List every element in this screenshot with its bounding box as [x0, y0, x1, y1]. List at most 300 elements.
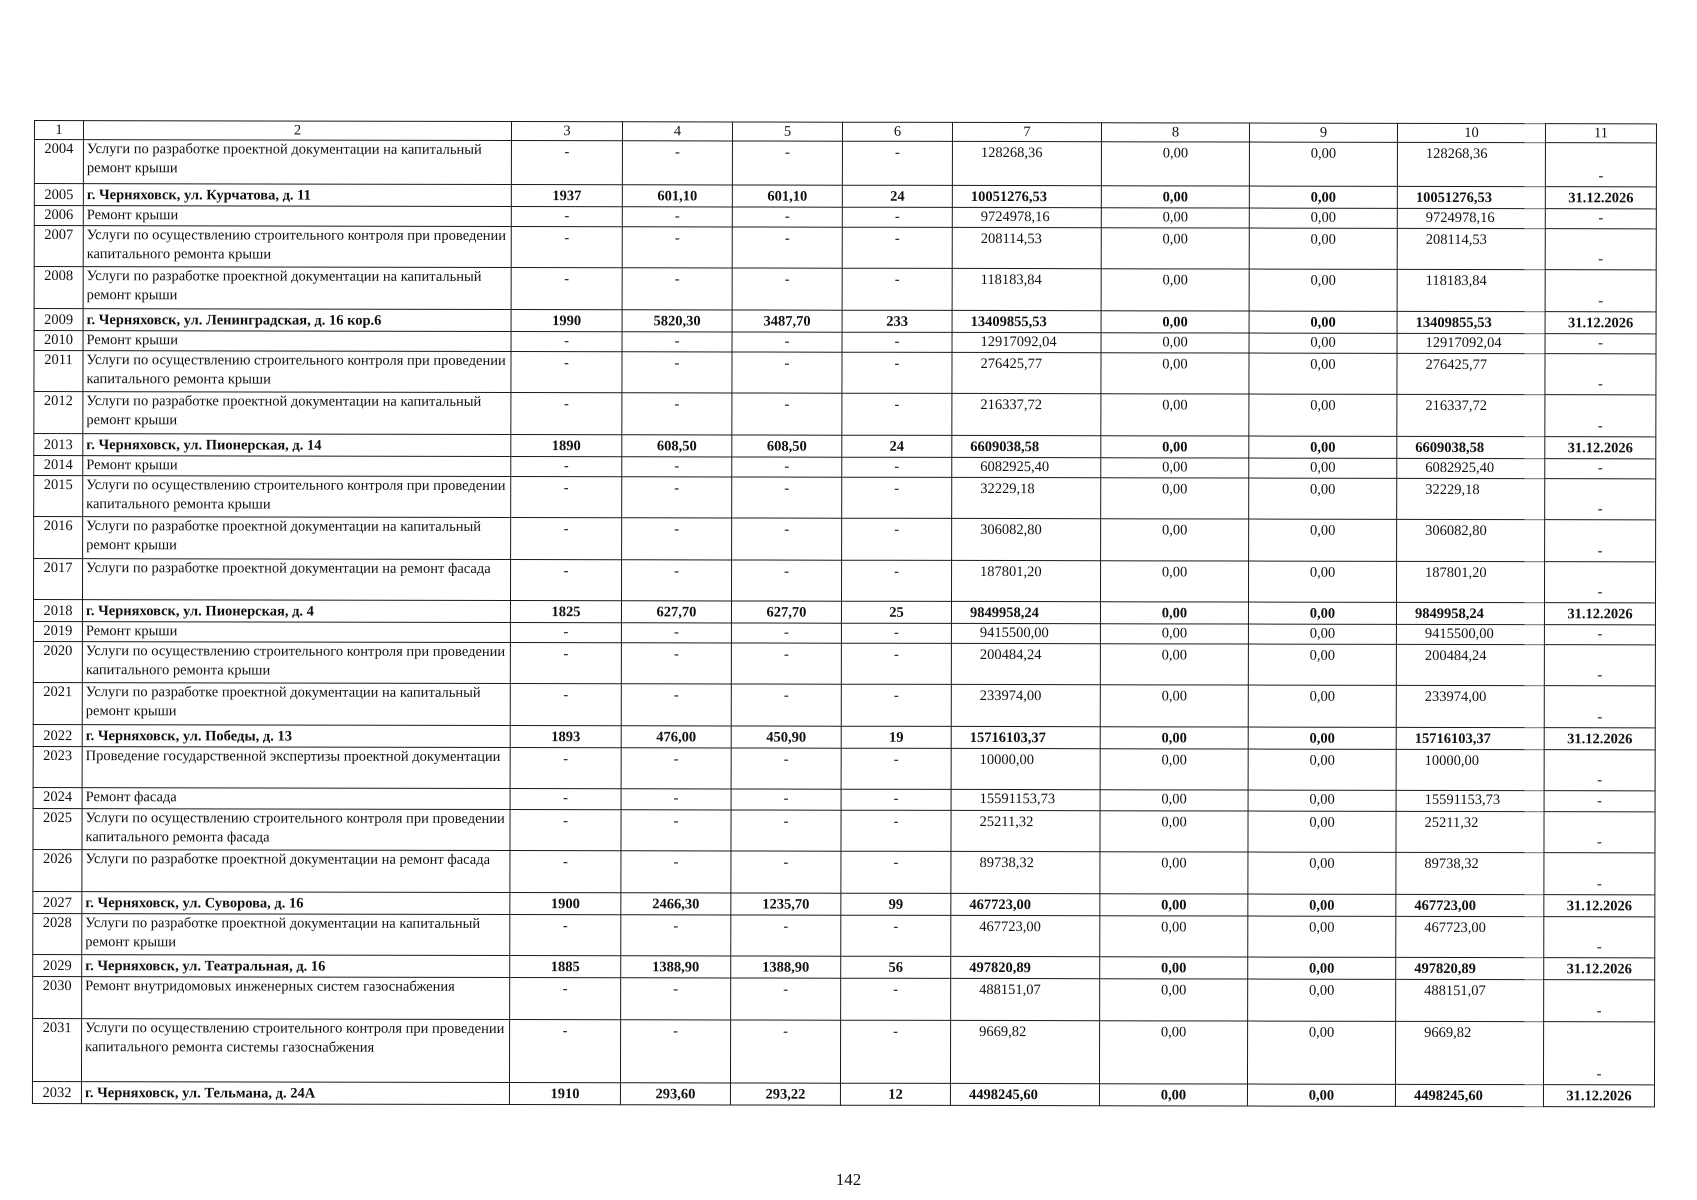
- cell-deadline: -: [1544, 812, 1655, 853]
- cell-fund-federal: 0,00: [1101, 519, 1249, 561]
- cell-fund-owners: 208114,53: [1397, 228, 1545, 269]
- cell-fund-owners: 6609038,58: [1397, 436, 1545, 458]
- column-header: 4: [622, 122, 732, 141]
- cell-residents: -: [841, 684, 951, 726]
- cell-area-total: 476,00: [621, 726, 731, 748]
- cell-fund-regional: 0,00: [1249, 269, 1397, 311]
- cell-year: -: [510, 559, 621, 600]
- cell-fund-owners: 13409855,53: [1397, 311, 1545, 333]
- cell-area-total: -: [621, 623, 731, 643]
- cell-area-total: 627,70: [621, 601, 731, 623]
- cell-year: -: [510, 622, 621, 642]
- cell-residents: 233: [842, 310, 952, 332]
- column-header: 8: [1101, 123, 1249, 142]
- cell-year: -: [511, 331, 622, 351]
- row-number: 2028: [33, 913, 82, 954]
- row-number: 2030: [33, 976, 82, 1018]
- row-number: 2010: [34, 331, 83, 351]
- cell-cost-total: 9849958,24: [951, 601, 1100, 623]
- cell-cost-total: 13409855,53: [952, 310, 1101, 332]
- cell-residents: -: [842, 393, 952, 435]
- cell-fund-owners: 200484,24: [1396, 644, 1544, 685]
- cell-area-living: 1235,70: [731, 893, 841, 915]
- cell-fund-federal: 0,00: [1100, 894, 1248, 916]
- cell-fund-federal: 0,00: [1100, 749, 1248, 790]
- column-header: 11: [1545, 124, 1656, 143]
- cell-area-total: -: [622, 518, 732, 560]
- cell-area-living: -: [732, 141, 842, 185]
- cell-fund-federal: 0,00: [1101, 478, 1249, 519]
- cell-fund-federal: 0,00: [1101, 142, 1249, 186]
- cell-deadline: 31.12.2026: [1544, 728, 1655, 750]
- cell-fund-regional: 0,00: [1249, 311, 1397, 333]
- cell-fund-owners: 32229,18: [1397, 478, 1545, 519]
- row-number: 2031: [32, 1018, 81, 1081]
- cell-area-total: -: [622, 268, 732, 310]
- cell-fund-owners: 216337,72: [1397, 394, 1545, 436]
- cell-residents: -: [842, 457, 952, 477]
- cell-fund-owners: 467723,00: [1396, 894, 1544, 916]
- row-name: Услуги по разработке проектной документации на капитальный ремонт крыши: [82, 683, 510, 726]
- row-name: Ремонт крыши: [83, 331, 511, 352]
- cell-area-living: -: [730, 1020, 840, 1083]
- column-header: 10: [1397, 123, 1545, 142]
- cell-fund-owners: 276425,77: [1397, 353, 1545, 394]
- cell-cost-total: 6609038,58: [952, 435, 1101, 457]
- cell-area-living: -: [732, 352, 842, 393]
- cell-fund-federal: 0,00: [1099, 1084, 1247, 1106]
- cell-year: 1937: [511, 184, 622, 206]
- cell-fund-regional: 0,00: [1249, 353, 1397, 394]
- cell-deadline: -: [1545, 395, 1656, 437]
- cell-area-total: -: [622, 393, 732, 435]
- row-number: 2023: [33, 746, 82, 787]
- row-name: г. Черняховск, ул. Пионерская, д. 4: [82, 600, 510, 623]
- row-name: Ремонт крыши: [83, 206, 511, 227]
- cell-residents: 12: [840, 1083, 950, 1105]
- work-row: [33, 976, 1655, 1021]
- cell-cost-total: 9724978,16: [952, 207, 1101, 227]
- cell-deadline: 31.12.2026: [1545, 437, 1656, 459]
- cell-area-living: 601,10: [732, 185, 842, 207]
- cell-residents: -: [842, 518, 952, 560]
- row-name: Услуги по осуществлению строительного контроля при проведении капитального ремонта крыши: [83, 351, 511, 393]
- row-name: Услуги по осуществлению строительного контроля при проведении капитального ремонта крыши: [82, 642, 510, 684]
- row-number: 2012: [34, 392, 83, 434]
- row-name: г. Черняховск, ул. Победы, д. 13: [82, 725, 510, 748]
- work-row: [33, 641, 1655, 685]
- cell-year: -: [511, 206, 622, 226]
- cell-area-living: -: [731, 560, 841, 601]
- column-header: 3: [511, 122, 622, 141]
- cell-deadline: -: [1545, 334, 1656, 354]
- row-number: 2006: [34, 206, 83, 226]
- cell-fund-regional: 0,00: [1248, 811, 1396, 852]
- cell-area-total: -: [621, 684, 731, 726]
- cell-area-total: -: [622, 141, 732, 185]
- work-row: [32, 1018, 1654, 1084]
- cell-fund-owners: 6082925,40: [1397, 458, 1545, 478]
- row-number: 2011: [34, 351, 83, 392]
- cell-fund-owners: 89738,32: [1396, 852, 1544, 894]
- column-header: 7: [952, 122, 1101, 141]
- cell-fund-regional: 0,00: [1249, 519, 1397, 561]
- row-number: 2022: [33, 724, 82, 746]
- cell-year: -: [509, 1019, 620, 1082]
- cell-year: 1893: [510, 725, 621, 747]
- cell-fund-regional: 0,00: [1249, 228, 1397, 269]
- cell-area-living: -: [732, 227, 842, 268]
- cell-cost-total: 467723,00: [951, 893, 1100, 915]
- cell-area-living: -: [731, 810, 841, 851]
- cell-deadline: -: [1545, 229, 1656, 270]
- work-row: [34, 267, 1656, 312]
- work-row: [33, 559, 1655, 603]
- address-row: [34, 309, 1656, 334]
- cell-residents: -: [841, 810, 951, 851]
- cell-year: -: [511, 476, 622, 517]
- cell-fund-owners: 187801,20: [1396, 561, 1544, 602]
- cell-deadline: -: [1545, 270, 1656, 312]
- cell-area-living: -: [732, 332, 842, 352]
- cell-cost-total: 25211,32: [951, 810, 1100, 851]
- cell-cost-total: 89738,32: [951, 851, 1100, 893]
- cell-fund-regional: 0,00: [1248, 957, 1396, 979]
- cell-fund-owners: 9849958,24: [1396, 602, 1544, 624]
- work-row: [34, 392, 1656, 437]
- cell-residents: -: [841, 915, 951, 956]
- cell-fund-owners: 497820,89: [1396, 957, 1544, 979]
- cell-fund-federal: 0,00: [1101, 269, 1249, 311]
- cell-fund-owners: 9669,82: [1395, 1021, 1543, 1084]
- cell-fund-owners: 9415500,00: [1396, 624, 1544, 644]
- row-name: Услуги по разработке проектной документации на капитальный ремонт крыши: [83, 140, 511, 185]
- column-header: 2: [83, 121, 511, 141]
- address-row: [32, 1081, 1654, 1106]
- cell-area-total: -: [622, 352, 732, 393]
- table-body: [32, 121, 1656, 1107]
- cell-residents: -: [841, 851, 951, 893]
- cell-year: -: [511, 267, 622, 309]
- column-header: 1: [34, 121, 83, 140]
- cell-area-total: -: [622, 457, 732, 477]
- cell-residents: 56: [841, 956, 951, 978]
- cell-area-total: 2466,30: [621, 893, 731, 915]
- cell-cost-total: 10051276,53: [952, 185, 1101, 207]
- cell-area-total: -: [621, 978, 731, 1020]
- row-number: 2016: [34, 517, 83, 559]
- column-header: 9: [1249, 123, 1397, 142]
- row-number: 2025: [33, 808, 82, 849]
- cell-cost-total: 208114,53: [952, 227, 1101, 268]
- address-row: [33, 724, 1655, 749]
- cell-fund-owners: 9724978,16: [1397, 208, 1545, 228]
- cell-area-living: -: [731, 915, 841, 956]
- cell-deadline: -: [1544, 562, 1655, 603]
- cell-residents: 99: [841, 893, 951, 915]
- cell-deadline: -: [1544, 686, 1655, 728]
- row-number: 2032: [32, 1081, 81, 1103]
- cell-deadline: -: [1544, 791, 1655, 812]
- cell-fund-owners: 233974,00: [1396, 685, 1544, 727]
- cell-year: -: [510, 850, 621, 892]
- cell-fund-regional: 0,00: [1249, 142, 1397, 186]
- cell-year: -: [510, 977, 621, 1019]
- row-number: 2017: [33, 559, 82, 600]
- page-number: 142: [835, 1170, 862, 1189]
- cell-cost-total: 467723,00: [951, 915, 1100, 956]
- cell-residents: -: [841, 789, 951, 810]
- cell-area-living: -: [732, 393, 842, 435]
- cell-year: -: [510, 914, 621, 955]
- work-row: [33, 682, 1655, 727]
- cell-fund-owners: 15591153,73: [1396, 790, 1544, 811]
- cell-area-living: -: [732, 518, 842, 560]
- cell-fund-regional: 0,00: [1247, 1084, 1395, 1106]
- address-row: [34, 434, 1656, 459]
- cell-fund-federal: 0,00: [1101, 436, 1249, 458]
- cell-fund-owners: 4498245,60: [1395, 1084, 1543, 1106]
- cell-deadline: -: [1545, 143, 1656, 187]
- cell-area-total: -: [622, 332, 732, 352]
- cell-residents: 24: [842, 185, 952, 207]
- cell-fund-federal: 0,00: [1100, 602, 1248, 624]
- cell-cost-total: 276425,77: [952, 352, 1101, 393]
- row-number: 2027: [33, 891, 82, 913]
- cell-fund-federal: 0,00: [1101, 333, 1249, 353]
- cell-residents: -: [842, 207, 952, 227]
- address-row: [34, 184, 1656, 209]
- data-table: [32, 120, 1657, 1107]
- work-row: [33, 849, 1655, 894]
- cell-area-total: -: [621, 810, 731, 851]
- cell-fund-federal: 0,00: [1101, 311, 1249, 333]
- row-number: 2024: [33, 787, 82, 808]
- cell-year: -: [511, 456, 622, 476]
- cell-area-living: -: [731, 643, 841, 684]
- work-row: [34, 476, 1656, 520]
- cell-area-total: -: [621, 643, 731, 684]
- cell-cost-total: 6082925,40: [952, 457, 1101, 477]
- cell-deadline: 31.12.2026: [1543, 1085, 1654, 1107]
- cell-year: -: [510, 747, 621, 788]
- cell-area-living: 450,90: [731, 726, 841, 748]
- cell-fund-owners: 128268,36: [1397, 142, 1545, 186]
- cell-year: -: [510, 809, 621, 850]
- cell-deadline: -: [1545, 520, 1656, 562]
- row-name: Услуги по осуществлению строительного контроля при проведении капитального ремонта крыши: [83, 226, 511, 268]
- cell-area-total: -: [621, 789, 731, 810]
- row-name: г. Черняховск, ул. Курчатова, д. 11: [83, 184, 511, 207]
- cell-fund-federal: 0,00: [1100, 852, 1248, 894]
- cell-fund-regional: 0,00: [1248, 916, 1396, 957]
- row-name: Услуги по осуществлению строительного контроля при проведении капитального ремонта фасада: [82, 809, 510, 851]
- cell-cost-total: 9669,82: [950, 1020, 1099, 1083]
- row-number: 2005: [34, 184, 83, 206]
- cell-deadline: -: [1544, 917, 1655, 958]
- cell-area-total: -: [621, 851, 731, 893]
- cell-cost-total: 497820,89: [951, 956, 1100, 978]
- row-name: Услуги по осуществлению строительного контроля при проведении капитального ремонта крыши: [83, 476, 511, 518]
- work-row: [34, 226, 1656, 270]
- row-number: 2008: [34, 267, 83, 309]
- row-name: Услуги по осуществлению строительного контроля при проведении капитального ремонта системы газоснабжения: [81, 1019, 509, 1083]
- cell-fund-regional: 0,00: [1248, 602, 1396, 624]
- cell-fund-owners: 15716103,37: [1396, 727, 1544, 749]
- row-name: г. Черняховск, ул. Пионерская, д. 14: [83, 434, 511, 457]
- row-name: Услуги по разработке проектной документации на ремонт фасада: [82, 559, 510, 601]
- cell-residents: -: [842, 352, 952, 393]
- cell-fund-owners: 467723,00: [1396, 916, 1544, 957]
- cell-fund-regional: 0,00: [1249, 186, 1397, 208]
- cell-deadline: 31.12.2026: [1544, 958, 1655, 980]
- cell-fund-regional: 0,00: [1249, 333, 1397, 353]
- cell-fund-federal: 0,00: [1100, 624, 1248, 644]
- cell-fund-regional: 0,00: [1248, 624, 1396, 644]
- column-header: 6: [842, 122, 952, 141]
- work-row: [34, 517, 1656, 562]
- cell-area-total: -: [622, 227, 732, 268]
- cell-fund-owners: 25211,32: [1396, 811, 1544, 852]
- cell-cost-total: 4498245,60: [950, 1083, 1099, 1105]
- cell-residents: -: [841, 560, 951, 601]
- cell-area-living: -: [731, 978, 841, 1020]
- work-row: [34, 140, 1656, 187]
- cell-fund-regional: 0,00: [1248, 749, 1396, 790]
- cell-area-total: -: [622, 207, 732, 227]
- cell-area-total: -: [621, 560, 731, 601]
- row-number: 2026: [33, 849, 82, 891]
- row-name: Ремонт крыши: [82, 622, 510, 643]
- cell-residents: -: [842, 332, 952, 352]
- cell-cost-total: 233974,00: [951, 684, 1100, 726]
- cell-residents: 25: [841, 601, 951, 623]
- cell-area-total: 1388,90: [621, 956, 731, 978]
- cell-residents: 19: [841, 726, 951, 748]
- cell-year: -: [511, 517, 622, 559]
- cell-fund-federal: 0,00: [1100, 957, 1248, 979]
- cell-year: -: [511, 226, 622, 267]
- cell-fund-federal: 0,00: [1101, 208, 1249, 228]
- cell-residents: -: [842, 477, 952, 518]
- cell-fund-regional: 0,00: [1249, 208, 1397, 228]
- cell-residents: 24: [842, 435, 952, 457]
- cell-fund-federal: 0,00: [1100, 727, 1248, 749]
- cell-year: 1910: [509, 1082, 620, 1104]
- cell-fund-federal: 0,00: [1099, 1021, 1247, 1084]
- cell-deadline: 31.12.2026: [1545, 312, 1656, 334]
- address-row: [33, 600, 1655, 625]
- cell-area-living: -: [731, 789, 841, 810]
- row-name: г. Черняховск, ул. Тельмана, д. 24А: [81, 1082, 509, 1105]
- row-name: Ремонт внутридомовых инженерных систем газоснабжения: [82, 977, 510, 1020]
- cell-cost-total: 9415500,00: [951, 623, 1100, 643]
- row-name: Ремонт крыши: [83, 456, 511, 477]
- row-name: Услуги по разработке проектной документации на ремонт фасада: [82, 850, 510, 893]
- cell-residents: -: [841, 643, 951, 684]
- cell-fund-federal: 0,00: [1100, 685, 1248, 727]
- cell-area-living: -: [731, 684, 841, 726]
- row-number: 2013: [34, 434, 83, 456]
- cell-area-total: -: [621, 748, 731, 789]
- cell-fund-federal: 0,00: [1101, 228, 1249, 269]
- row-number: 2004: [34, 140, 83, 184]
- cell-deadline: 31.12.2026: [1544, 895, 1655, 917]
- row-number: 2007: [34, 226, 83, 267]
- cell-deadline: -: [1544, 980, 1655, 1022]
- cell-fund-owners: 12917092,04: [1397, 333, 1545, 353]
- row-name: г. Черняховск, ул. Театральная, д. 16: [82, 955, 510, 978]
- cell-year: -: [510, 788, 621, 809]
- cell-area-total: 601,10: [622, 185, 732, 207]
- cell-year: -: [511, 141, 622, 185]
- cell-fund-federal: 0,00: [1101, 394, 1249, 436]
- row-name: Услуги по разработке проектной документации на капитальный ремонт крыши: [83, 517, 511, 560]
- row-name: Услуги по разработке проектной документации на капитальный ремонт крыши: [83, 392, 511, 435]
- work-row: [34, 351, 1656, 395]
- work-row: [33, 808, 1655, 852]
- cell-deadline: -: [1545, 459, 1656, 479]
- cell-residents: -: [841, 748, 951, 789]
- cell-fund-federal: 0,00: [1101, 458, 1249, 478]
- cell-cost-total: 187801,20: [951, 560, 1100, 601]
- address-row: [33, 954, 1655, 979]
- cell-residents: -: [841, 978, 951, 1020]
- row-number: 2029: [33, 954, 82, 976]
- cell-residents: -: [842, 227, 952, 268]
- row-number: 2021: [33, 682, 82, 724]
- cell-deadline: -: [1544, 645, 1655, 686]
- cell-fund-regional: 0,00: [1247, 1021, 1395, 1084]
- cell-deadline: 31.12.2026: [1544, 603, 1655, 625]
- cell-deadline: -: [1545, 479, 1656, 520]
- cell-area-total: 608,50: [622, 435, 732, 457]
- cell-area-total: -: [621, 915, 731, 956]
- cell-fund-regional: 0,00: [1248, 644, 1396, 685]
- cell-cost-total: 488151,07: [951, 978, 1100, 1020]
- cell-fund-regional: 0,00: [1248, 790, 1396, 811]
- cell-cost-total: 10000,00: [951, 748, 1100, 789]
- cell-fund-owners: 10000,00: [1396, 749, 1544, 790]
- cell-cost-total: 15591153,73: [951, 789, 1100, 810]
- row-number: 2015: [34, 476, 83, 517]
- cell-cost-total: 128268,36: [952, 141, 1101, 185]
- cell-fund-federal: 0,00: [1100, 916, 1248, 957]
- cell-fund-regional: 0,00: [1248, 727, 1396, 749]
- cell-fund-federal: 0,00: [1100, 811, 1248, 852]
- cell-residents: -: [842, 141, 952, 185]
- cell-area-living: -: [731, 748, 841, 789]
- cell-fund-regional: 0,00: [1249, 394, 1397, 436]
- cell-fund-federal: 0,00: [1101, 186, 1249, 208]
- row-name: Услуги по разработке проектной документации на капитальный ремонт крыши: [83, 267, 511, 310]
- row-name: Проведение государственной экспертизы проектной документации: [82, 747, 510, 789]
- cell-area-living: 608,50: [732, 435, 842, 457]
- cell-area-living: -: [732, 457, 842, 477]
- column-header: 5: [732, 122, 842, 141]
- cell-fund-regional: 0,00: [1248, 852, 1396, 894]
- cell-area-total: 293,60: [620, 1083, 730, 1105]
- row-number: 2014: [34, 456, 83, 476]
- cell-area-living: 1388,90: [731, 956, 841, 978]
- cell-cost-total: 118183,84: [952, 268, 1101, 310]
- cell-fund-regional: 0,00: [1248, 561, 1396, 602]
- cell-fund-federal: 0,00: [1100, 790, 1248, 811]
- row-name: г. Черняховск, ул. Суворова, д. 16: [82, 892, 510, 915]
- row-name: г. Черняховск, ул. Ленинградская, д. 16 кор.6: [83, 309, 511, 332]
- cell-year: -: [511, 392, 622, 434]
- cell-fund-regional: 0,00: [1249, 478, 1397, 519]
